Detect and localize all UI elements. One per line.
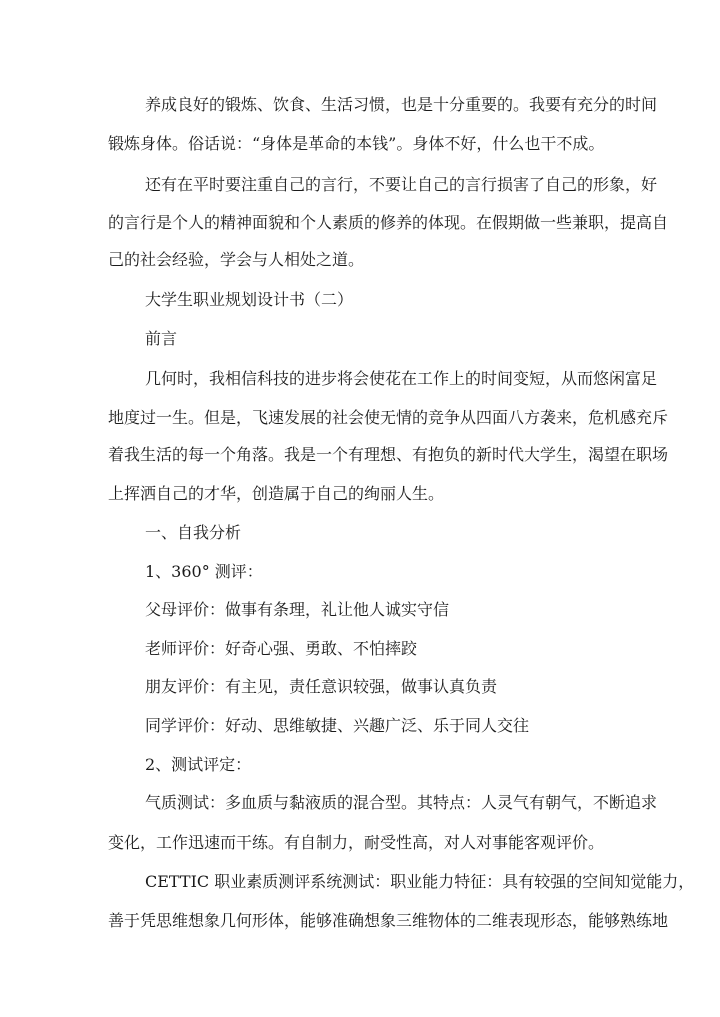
paragraph-line: 己的社会经验，学会与人相处之道。 bbox=[108, 250, 365, 269]
heading-360-evaluation: 1、360° 测评： bbox=[145, 562, 263, 581]
paragraph-line: 变化，工作迅速而干练。有自制力，耐受性高，对人对事能客观评价。 bbox=[108, 833, 605, 852]
paragraph-line: 善于凭思维想象几何形体，能够准确想象三维物体的二维表现形态，能够熟练地 bbox=[108, 911, 669, 930]
paragraph-line: CETTIC 职业素质测评系统测试：职业能力特征：具有较强的空间知觉能力， bbox=[145, 872, 695, 891]
heading-test-evaluation: 2、测试评定： bbox=[145, 755, 252, 774]
paragraph-line: 养成良好的锻炼、饮食、生活习惯，也是十分重要的。我要有充分的时间 bbox=[145, 95, 658, 114]
heading-preface: 前言 bbox=[145, 329, 178, 348]
evaluation-item: 父母评价：做事有条理，礼让他人诚实守信 bbox=[145, 600, 450, 619]
paragraph-line: 着我生活的每一个角落。我是一个有理想、有抱负的新时代大学生，渴望在职场 bbox=[108, 445, 669, 464]
paragraph-line: 上挥洒自己的才华，创造属于自己的绚丽人生。 bbox=[108, 484, 445, 503]
paragraph-line: 锻炼身体。俗话说：“身体是革命的本钱”。身体不好，什么也干不成。 bbox=[108, 134, 605, 153]
section-title: 大学生职业规划设计书（二） bbox=[145, 290, 354, 309]
paragraph-line: 的言行是个人的精神面貌和个人素质的修养的体现。在假期做一些兼职，提高自 bbox=[108, 213, 669, 232]
paragraph-line: 还有在平时要注重自己的言行，不要让自己的言行损害了自己的形象，好 bbox=[145, 175, 658, 194]
evaluation-item: 朋友评价：有主见，责任意识较强，做事认真负责 bbox=[145, 677, 498, 696]
paragraph-line: 气质测试：多血质与黏液质的混合型。其特点：人灵气有朝气，不断追求 bbox=[145, 793, 658, 812]
evaluation-item: 老师评价：好奇心强、勇敢、不怕摔跤 bbox=[145, 639, 418, 658]
evaluation-item: 同学评价：好动、思维敏捷、兴趣广泛、乐于同人交往 bbox=[145, 716, 530, 735]
paragraph-line: 几何时，我相信科技的进步将会使花在工作上的时间变短，从而悠闲富足 bbox=[145, 369, 658, 388]
heading-self-analysis: 一、自我分析 bbox=[145, 523, 242, 542]
paragraph-line: 地度过一生。但是，飞速发展的社会使无情的竞争从四面八方袭来，危机感充斥 bbox=[108, 408, 669, 427]
